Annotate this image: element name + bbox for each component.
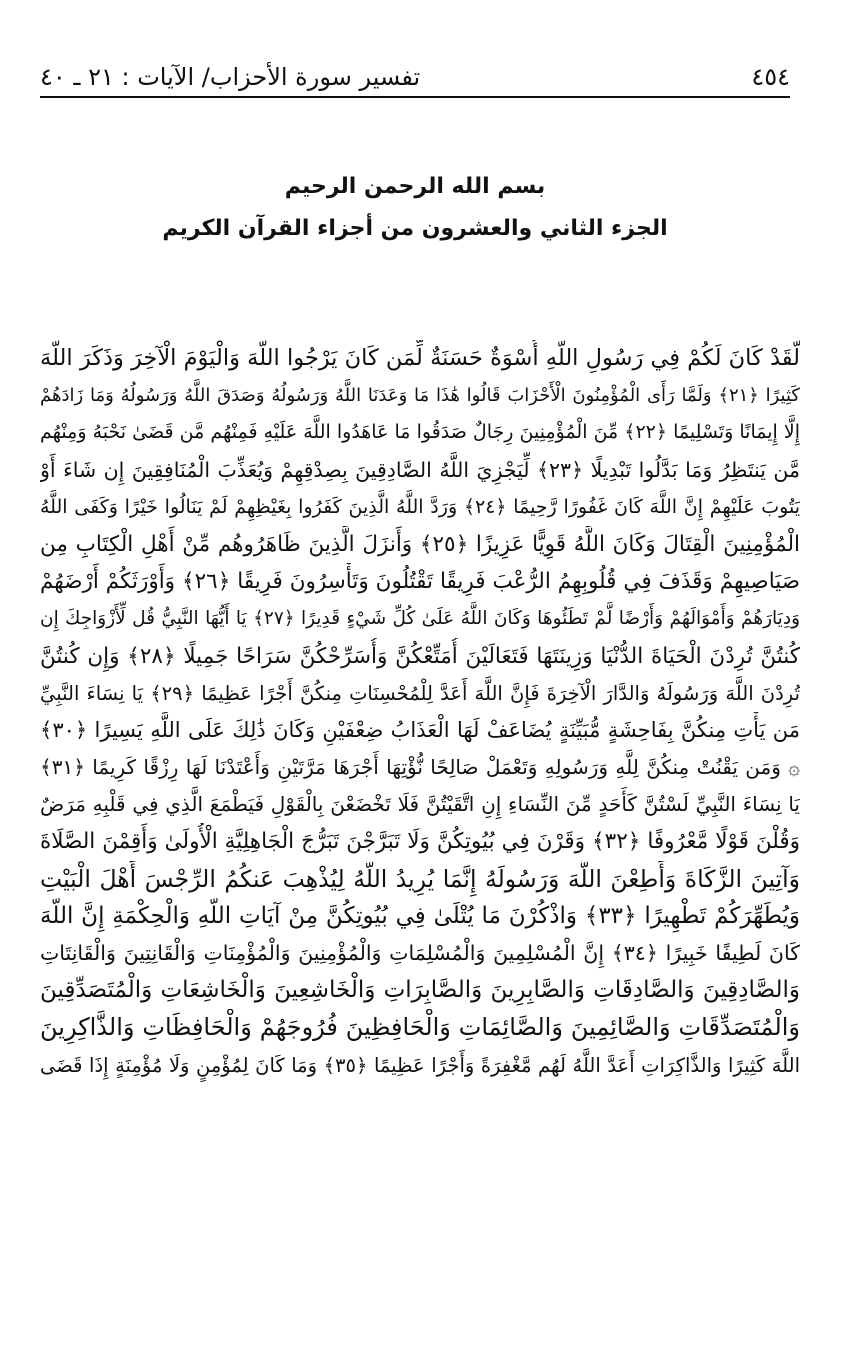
verse-line: يَتُوبَ عَلَيْهِمْ إِنَّ اللَّهَ كَانَ غَفُورًا رَّحِيمًا ﴿٢٤﴾ وَرَدَّ اللَّهُ الَّذِينَ كَفَرُوا بِغَيْظِهِمْ لَمْ يَنَالُوا خَيْرًا وَكَفَى اللَّهُ	[40, 495, 800, 518]
header-divider	[40, 96, 790, 98]
basmala-heading: بسم الله الرحمن الرحيم	[284, 174, 546, 199]
verse-line: إِلَّا إِيمَانًا وَتَسْلِيمًا ﴿٢٢﴾ مِّنَ الْمُؤْمِنِينَ رِجَالٌ صَدَقُوا مَا عَاهَدُوا اللَّهَ عَلَيْهِ فَمِنْهُم مَّن قَضَىٰ نَحْبَهُ وَمِنْهُم	[40, 421, 800, 444]
verse-line: الْمُؤْمِنِينَ الْقِتَالَ وَكَانَ اللَّهُ قَوِيًّا عَزِيزًا ﴿٢٥﴾ وَأَنزَلَ الَّذِينَ ظَاهَرُوهُم مِّنْ أَهْلِ الْكِتَابِ مِن	[40, 531, 800, 557]
verse-line: وَقُلْنَ قَوْلًا مَّعْرُوفًا ﴿٣٢﴾ وَقَرْنَ فِي بُيُوتِكُنَّ وَلَا تَبَرَّجْنَ تَبَرُّجَ الْجَاهِلِيَّةِ الْأُولَىٰ وَأَقِمْنَ الصَّلَاةَ	[40, 829, 800, 855]
verse-line: مَن يَأْتِ مِنكُنَّ بِفَاحِشَةٍ مُّبَيِّنَةٍ يُضَاعَفْ لَهَا الْعَذَابُ ضِعْفَيْنِ وَكَانَ ذَٰلِكَ عَلَى اللَّهِ يَسِيرًا ﴿٣٠﴾	[40, 717, 800, 742]
running-title: تفسير سورة الأحزاب/ الآيات : ٢١ ـ ٤٠	[40, 63, 421, 91]
verse-line: لَّقَدْ كَانَ لَكُمْ فِي رَسُولِ اللَّهِ أُسْوَةٌ حَسَنَةٌ لِّمَن كَانَ يَرْجُوا اللَّهَ وَالْيَوْمَ الْآخِرَ وَذَكَرَ اللَّهَ	[40, 345, 800, 371]
verse-line: كَانَ لَطِيفًا خَبِيرًا ﴿٣٤﴾ إِنَّ الْمُسْلِمِينَ وَالْمُسْلِمَاتِ وَالْمُؤْمِنِينَ وَالْمُؤْمِنَاتِ وَالْقَانِتِينَ وَالْقَانِتَاتِ	[40, 941, 800, 965]
verse-line: يَا نِسَاءَ النَّبِيِّ لَسْتُنَّ كَأَحَدٍ مِّنَ النِّسَاءِ إِنِ اتَّقَيْتُنَّ فَلَا تَخْضَعْنَ بِالْقَوْلِ فَيَطْمَعَ الَّذِي فِي قَلْبِهِ مَرَضٌ	[40, 792, 800, 817]
verse-line: مَّن يَنتَظِرُ وَمَا بَدَّلُوا تَبْدِيلًا ﴿٢٣﴾ لِّيَجْزِيَ اللَّهُ الصَّادِقِينَ بِصِدْقِهِمْ وَيُعَذِّبَ الْمُنَافِقِينَ إِن شَاءَ أَوْ	[40, 457, 800, 482]
page-number: ٤٥٤	[751, 63, 790, 91]
verse-line: وَالصَّادِقِينَ وَالصَّادِقَاتِ وَالصَّابِرِينَ وَالصَّابِرَاتِ وَالْخَاشِعِينَ وَالْخَاشِعَاتِ وَالْمُتَصَدِّقِينَ	[40, 977, 800, 1004]
verse-line: وَيُطَهِّرَكُمْ تَطْهِيرًا ﴿٣٣﴾ وَاذْكُرْنَ مَا يُتْلَىٰ فِي بُيُوتِكُنَّ مِنْ آيَاتِ اللَّهِ وَالْحِكْمَةِ إِنَّ اللَّهَ	[40, 902, 800, 929]
verse-line: تُرِدْنَ اللَّهَ وَرَسُولَهُ وَالدَّارَ الْآخِرَةَ فَإِنَّ اللَّهَ أَعَدَّ لِلْمُحْسِنَاتِ مِنكُنَّ أَجْرًا عَظِيمًا ﴿٢٩﴾ يَا نِسَاءَ النَّبِيِّ	[40, 681, 800, 705]
verse-line: صَيَاصِيهِمْ وَقَذَفَ فِي قُلُوبِهِمُ الرُّعْبَ فَرِيقًا تَقْتُلُونَ وَتَأْسِرُونَ فَرِيقًا ﴿٢٦﴾ وَأَوْرَثَكُمْ أَرْضَهُمْ	[40, 569, 800, 595]
verse-line: ۞ وَمَن يَقْنُتْ مِنكُنَّ لِلَّهِ وَرَسُولِهِ وَتَعْمَلْ صَالِحًا نُّؤْتِهَا أَجْرَهَا مَرَّتَيْنِ وَأَعْتَدْنَا لَهَا رِزْقًا كَرِيمًا ﴿٣١﴾	[40, 755, 800, 780]
juz-heading: الجزء الثاني والعشرون من أجزاء القرآن الكريم	[162, 216, 668, 241]
verse-line: وَدِيَارَهُمْ وَأَمْوَالَهُمْ وَأَرْضًا لَّمْ تَطَئُوهَا وَكَانَ اللَّهُ عَلَىٰ كُلِّ شَيْءٍ قَدِيرًا ﴿٢٧﴾ يَا أَيُّهَا النَّبِيُّ قُل لِّأَزْوَاجِكَ إِن	[40, 608, 800, 630]
verse-line: وَآتِينَ الزَّكَاةَ وَأَطِعْنَ اللَّهَ وَرَسُولَهُ إِنَّمَا يُرِيدُ اللَّهُ لِيُذْهِبَ عَنكُمُ الرِّجْسَ أَهْلَ الْبَيْتِ	[40, 864, 800, 893]
verse-line: وَالْمُتَصَدِّقَاتِ وَالصَّائِمِينَ وَالصَّائِمَاتِ وَالْحَافِظِينَ فُرُوجَهُمْ وَالْحَافِظَاتِ وَالذَّاكِرِينَ	[40, 1013, 800, 1042]
verse-line: كَثِيرًا ﴿٢١﴾ وَلَمَّا رَأَى الْمُؤْمِنُونَ الْأَحْزَابَ قَالُوا هَٰذَا مَا وَعَدَنَا اللَّهُ وَرَسُولُهُ وَصَدَقَ اللَّهُ وَرَسُولُهُ وَمَا زَادَهُمْ	[40, 385, 800, 407]
verse-line: كُنتُنَّ تُرِدْنَ الْحَيَاةَ الدُّنْيَا وَزِينَتَهَا فَتَعَالَيْنَ أُمَتِّعْكُنَّ وَأُسَرِّحْكُنَّ سَرَاحًا جَمِيلًا ﴿٢٨﴾ وَإِن كُنتُنَّ	[40, 643, 800, 669]
verse-line: اللَّهَ كَثِيرًا وَالذَّاكِرَاتِ أَعَدَّ اللَّهُ لَهُم مَّغْفِرَةً وَأَجْرًا عَظِيمًا ﴿٣٥﴾ وَمَا كَانَ لِمُؤْمِنٍ وَلَا مُؤْمِنَةٍ إِذَا قَضَى	[40, 1053, 800, 1077]
running-header	[40, 58, 790, 92]
quran-text-block	[40, 340, 800, 1270]
